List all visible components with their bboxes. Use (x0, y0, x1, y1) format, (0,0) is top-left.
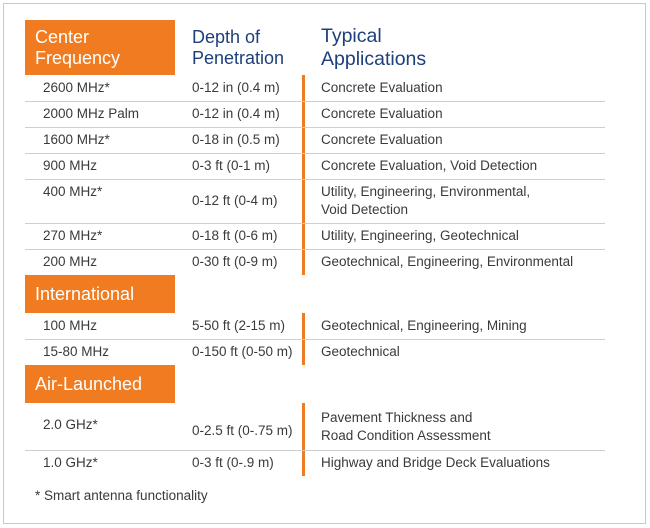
apps-cell: Utility, Engineering, Geotechnical (321, 228, 519, 243)
depth-cell: 0-2.5 ft (0-.75 m) (192, 422, 293, 438)
apps-line: Pavement Thickness and (321, 409, 473, 425)
header-col1-line1: Center (35, 26, 90, 47)
depth-cell: 0-18 ft (0-6 m) (192, 228, 278, 243)
header-col1-line2: Frequency (35, 47, 121, 68)
freq-cell: 270 MHz* (43, 228, 103, 243)
header-col3-line2: Applications (321, 47, 427, 70)
footnote: * Smart antenna functionality (35, 488, 208, 503)
freq-cell: 1600 MHz* (43, 132, 110, 147)
depth-cell: 0-12 in (0.4 m) (192, 106, 280, 121)
apps-cell: Concrete Evaluation (321, 106, 443, 121)
apps-line: Road Condition Assessment (321, 427, 491, 443)
apps-cell: Geotechnical, Engineering, Mining (321, 318, 527, 333)
freq-cell: 15-80 MHz (43, 344, 110, 359)
section-air-launched (25, 365, 175, 403)
depth-cell: 0-150 ft (0-50 m) (192, 344, 293, 359)
section-title: International (35, 283, 135, 304)
apps-cell: Concrete Evaluation (321, 80, 443, 95)
freq-cell: 2.0 GHz* (43, 417, 98, 432)
table-row (25, 101, 605, 127)
table-row (25, 339, 605, 365)
depth-cell: 5-50 ft (2-15 m) (192, 318, 286, 333)
header-col2-line1: Depth of (192, 26, 261, 47)
apps-cell: Highway and Bridge Deck Evaluations (321, 455, 550, 470)
depth-cell: 0-12 ft (0-4 m) (192, 193, 278, 208)
apps-cell: Concrete Evaluation, Void Detection (321, 158, 538, 173)
apps-line: Utility, Engineering, Environmental, (321, 184, 531, 199)
table-row (25, 450, 605, 476)
freq-cell: 1.0 GHz* (43, 455, 98, 470)
table-row (25, 313, 605, 339)
table-row (25, 223, 605, 249)
freq-cell: 900 MHz (43, 158, 98, 173)
table-row (25, 153, 605, 179)
table-row (25, 403, 605, 450)
section-international (25, 275, 175, 313)
freq-cell: 400 MHz* (43, 184, 103, 199)
freq-cell: 2600 MHz* (43, 80, 110, 95)
depth-cell: 0-12 in (0.4 m) (192, 80, 280, 95)
freq-cell: 200 MHz (43, 254, 98, 269)
table-row (25, 249, 605, 275)
section-title: Air-Launched (35, 373, 143, 394)
table-row (25, 75, 605, 101)
header-col3-line1: Typical (321, 24, 382, 47)
depth-cell: 0-3 ft (0-.9 m) (192, 455, 274, 470)
depth-cell: 0-3 ft (0-1 m) (192, 158, 271, 173)
freq-cell: 2000 MHz Palm (43, 106, 140, 121)
header-col2-line2: Penetration (192, 47, 285, 68)
header-row (25, 20, 605, 75)
depth-cell: 0-30 ft (0-9 m) (192, 254, 278, 269)
apps-cell: Geotechnical (321, 344, 400, 359)
apps-cell (321, 179, 530, 223)
apps-cell: Concrete Evaluation (321, 132, 443, 147)
freq-cell: 100 MHz (43, 318, 98, 333)
table-row (25, 127, 605, 153)
header-depth (192, 20, 284, 75)
table-row (25, 179, 605, 223)
depth-cell: 0-18 in (0.5 m) (192, 132, 280, 147)
apps-line: Void Detection (321, 202, 409, 217)
apps-cell (321, 403, 491, 450)
apps-cell: Geotechnical, Engineering, Environmental (321, 254, 574, 269)
header-applications (321, 20, 426, 75)
